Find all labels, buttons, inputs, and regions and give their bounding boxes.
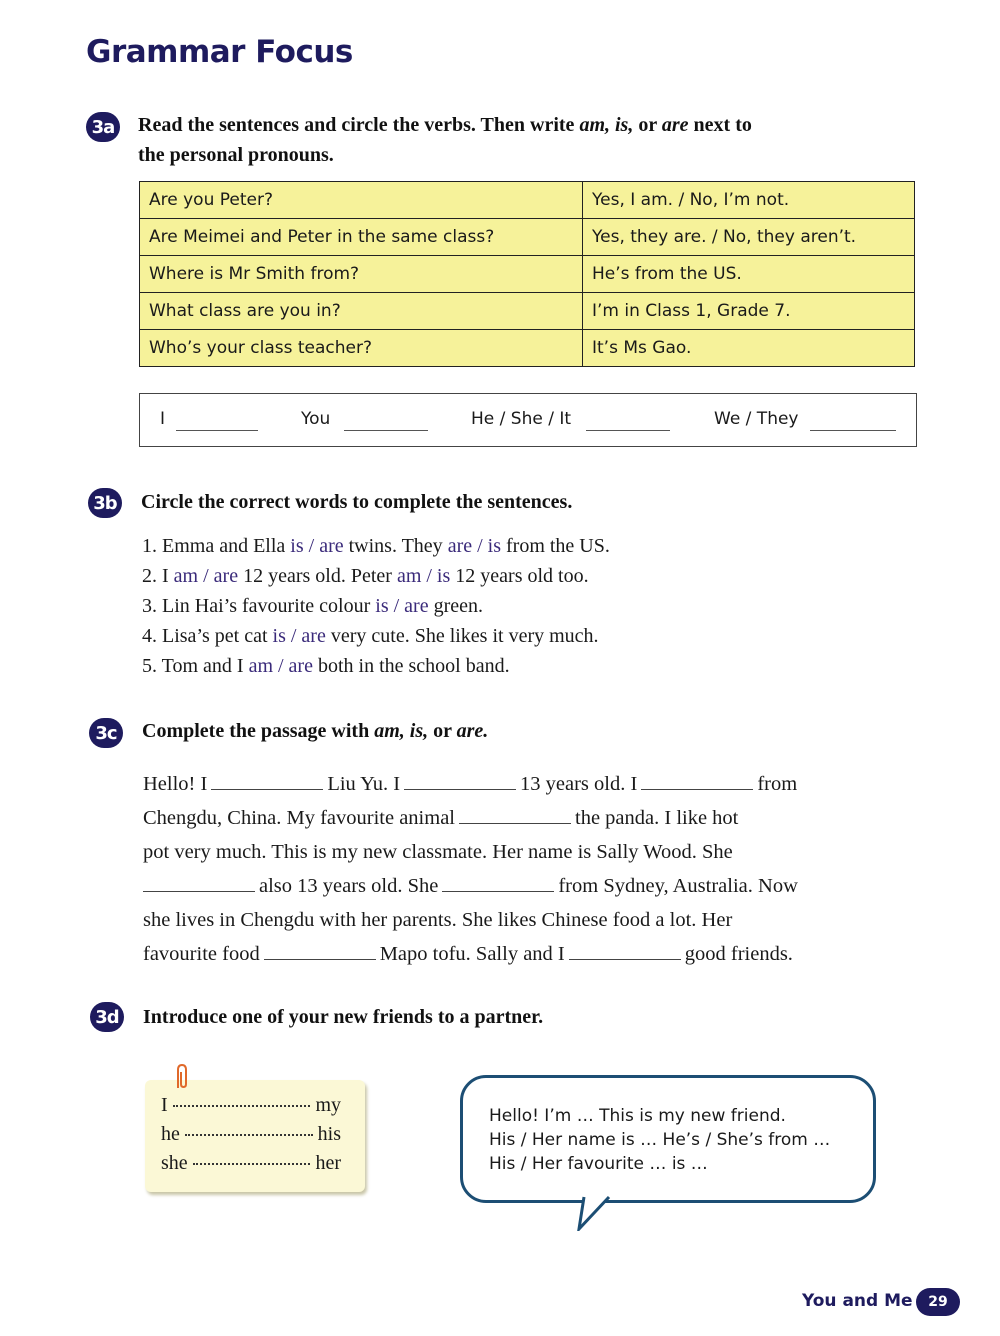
passage-text: also 13 years old. She [259,875,439,897]
item-number: 3. [142,595,157,617]
passage-text: Liu Yu. I [327,773,401,795]
speech-bubble-tail [575,1195,615,1231]
passage-line [143,801,903,835]
subject-pronoun: I [161,1094,168,1116]
speech-bubble [460,1075,876,1203]
passage-line [143,937,903,971]
question-cell: What class are you in? [140,293,583,330]
list-item [142,531,902,561]
sentence-text: Lin Hai’s favourite colour [162,595,376,617]
exercise-3d-instruction: Introduce one of your new friends to a partner. [143,1006,544,1028]
question-cell: Who’s your class teacher? [140,330,583,367]
instruction-or: or [428,720,457,742]
passage-text: pot very much. This is my new classmate. Her name is Sally Wood. She [143,841,733,863]
passage-line [143,767,903,801]
sentence-text: 12 years old too. [450,565,589,587]
sentence-text: both in the school band. [312,655,510,677]
table-row [140,219,915,256]
sentence-text: green. [428,595,484,617]
answer-cell: Yes, I am. / No, I’m not. [583,182,915,219]
exercise-3c-instruction [142,716,488,746]
instruction-am: am, [579,114,610,136]
table-row [140,256,915,293]
bubble-line: His / Her name is … He’s / She’s from … [489,1130,831,1150]
sentence-text: from the US. [501,535,610,557]
subject-pronoun: she [161,1152,188,1174]
question-cell: Where is Mr Smith from? [140,256,583,293]
sentence-list [142,531,902,681]
exercise-badge-3d: 3d [90,1002,124,1032]
subject-pronoun: he [161,1123,180,1145]
list-item [142,651,902,681]
instruction-text: next to [688,114,752,136]
note-row [161,1123,341,1146]
sentence-text: 12 years old. Peter [238,565,397,587]
instruction-text: Complete the passage with [142,720,375,742]
pronoun-note-card [145,1080,365,1192]
dotted-leader [173,1105,311,1107]
pronoun-label: We / They [714,409,799,429]
answer-blank[interactable] [176,430,258,431]
note-row [161,1094,341,1117]
answer-blank[interactable] [211,769,323,790]
answer-blank[interactable] [459,803,571,824]
instruction-or: or [633,114,662,136]
bubble-line: His / Her favourite … is … [489,1154,708,1174]
instruction-is: is, [615,114,634,136]
pronoun-label: I [160,409,166,429]
sentence-text: Emma and Ella [162,535,291,557]
exercise-3a-instruction [138,110,918,170]
choice-option[interactable]: are / is [447,535,501,557]
question-cell: Are Meimei and Peter in the same class? [140,219,583,256]
answer-blank[interactable] [143,871,255,892]
question-cell: Are you Peter? [140,182,583,219]
page-number: 29 [916,1288,960,1316]
instruction-text: Read the sentences and circle the verbs. Then write [138,114,580,136]
sentence-text: I [162,565,174,587]
sentence-text: Lisa’s pet cat [162,625,273,647]
choice-option[interactable]: am / is [396,565,451,587]
pronoun-fill-box [139,393,917,447]
passage-line [143,869,903,903]
passage-text: 13 years old. I [520,773,638,795]
page-title: Grammar Focus [86,34,353,70]
paperclip-icon [171,1062,193,1092]
answer-cell: He’s from the US. [583,256,915,293]
instruction-are: are [661,114,689,136]
passage-text: the panda. I like hot [575,807,739,829]
possessive-adjective: my [315,1094,341,1116]
dotted-leader [193,1163,311,1165]
passage-line [143,903,903,937]
sentence-text: Tom and I [161,655,249,677]
possessive-adjective: her [315,1152,341,1174]
bubble-line: Hello! I’m … This is my new friend. [489,1106,786,1126]
fill-in-passage [143,767,903,971]
passage-text: she lives in Chengdu with her parents. She likes Chinese food a lot. Her [143,909,733,931]
passage-text: from [757,773,798,795]
choice-option[interactable]: is / are [290,535,344,557]
list-item [142,561,902,591]
sentence-text: very cute. She likes it very much. [325,625,599,647]
passage-text: good friends. [684,943,793,965]
table-row [140,182,915,219]
instruction-are: are. [456,720,489,742]
list-item [142,621,902,651]
answer-cell: I’m in Class 1, Grade 7. [583,293,915,330]
instruction-text: the personal pronouns. [138,144,334,166]
choice-option[interactable]: is / are [272,625,326,647]
passage-text: from Sydney, Australia. Now [558,875,798,897]
unit-title: You and Me [802,1291,913,1311]
instruction-is: is, [409,720,429,742]
pronoun-label: He / She / It [471,409,572,429]
possessive-adjective: his [317,1123,341,1145]
answer-blank[interactable] [264,939,376,960]
item-number: 4. [142,625,157,647]
answer-blank[interactable] [641,769,753,790]
dotted-leader [185,1134,313,1136]
answer-blank[interactable] [404,769,516,790]
list-item [142,591,902,621]
choice-option[interactable]: is / are [375,595,429,617]
note-row [161,1152,341,1175]
passage-text: Chengdu, China. My favourite animal [143,807,455,829]
passage-text: Hello! I [143,773,208,795]
item-number: 1. [142,535,157,557]
exercise-3b-instruction: Circle the correct words to complete the sentences. [141,491,573,513]
item-number: 2. [142,565,157,587]
table-row [140,330,915,367]
passage-text: favourite food [143,943,260,965]
choice-option[interactable]: am / are [173,565,239,587]
answer-blank[interactable] [586,430,670,431]
question-answer-table [139,181,915,367]
answer-blank[interactable] [810,430,896,431]
passage-text: Mapo tofu. Sally and I [379,943,565,965]
item-number: 5. [142,655,157,677]
pronoun-label: You [301,409,331,429]
sentence-text: twins. They [343,535,448,557]
answer-blank[interactable] [442,871,554,892]
answer-cell: It’s Ms Gao. [583,330,915,367]
instruction-am: am, [374,720,405,742]
exercise-badge-3b: 3b [88,488,122,518]
table-row [140,293,915,330]
passage-line [143,835,903,869]
exercise-badge-3c: 3c [89,718,123,748]
choice-option[interactable]: am / are [248,655,313,677]
answer-blank[interactable] [569,939,681,960]
answer-cell: Yes, they are. / No, they aren’t. [583,219,915,256]
answer-blank[interactable] [344,430,428,431]
exercise-badge-3a: 3a [86,112,120,142]
